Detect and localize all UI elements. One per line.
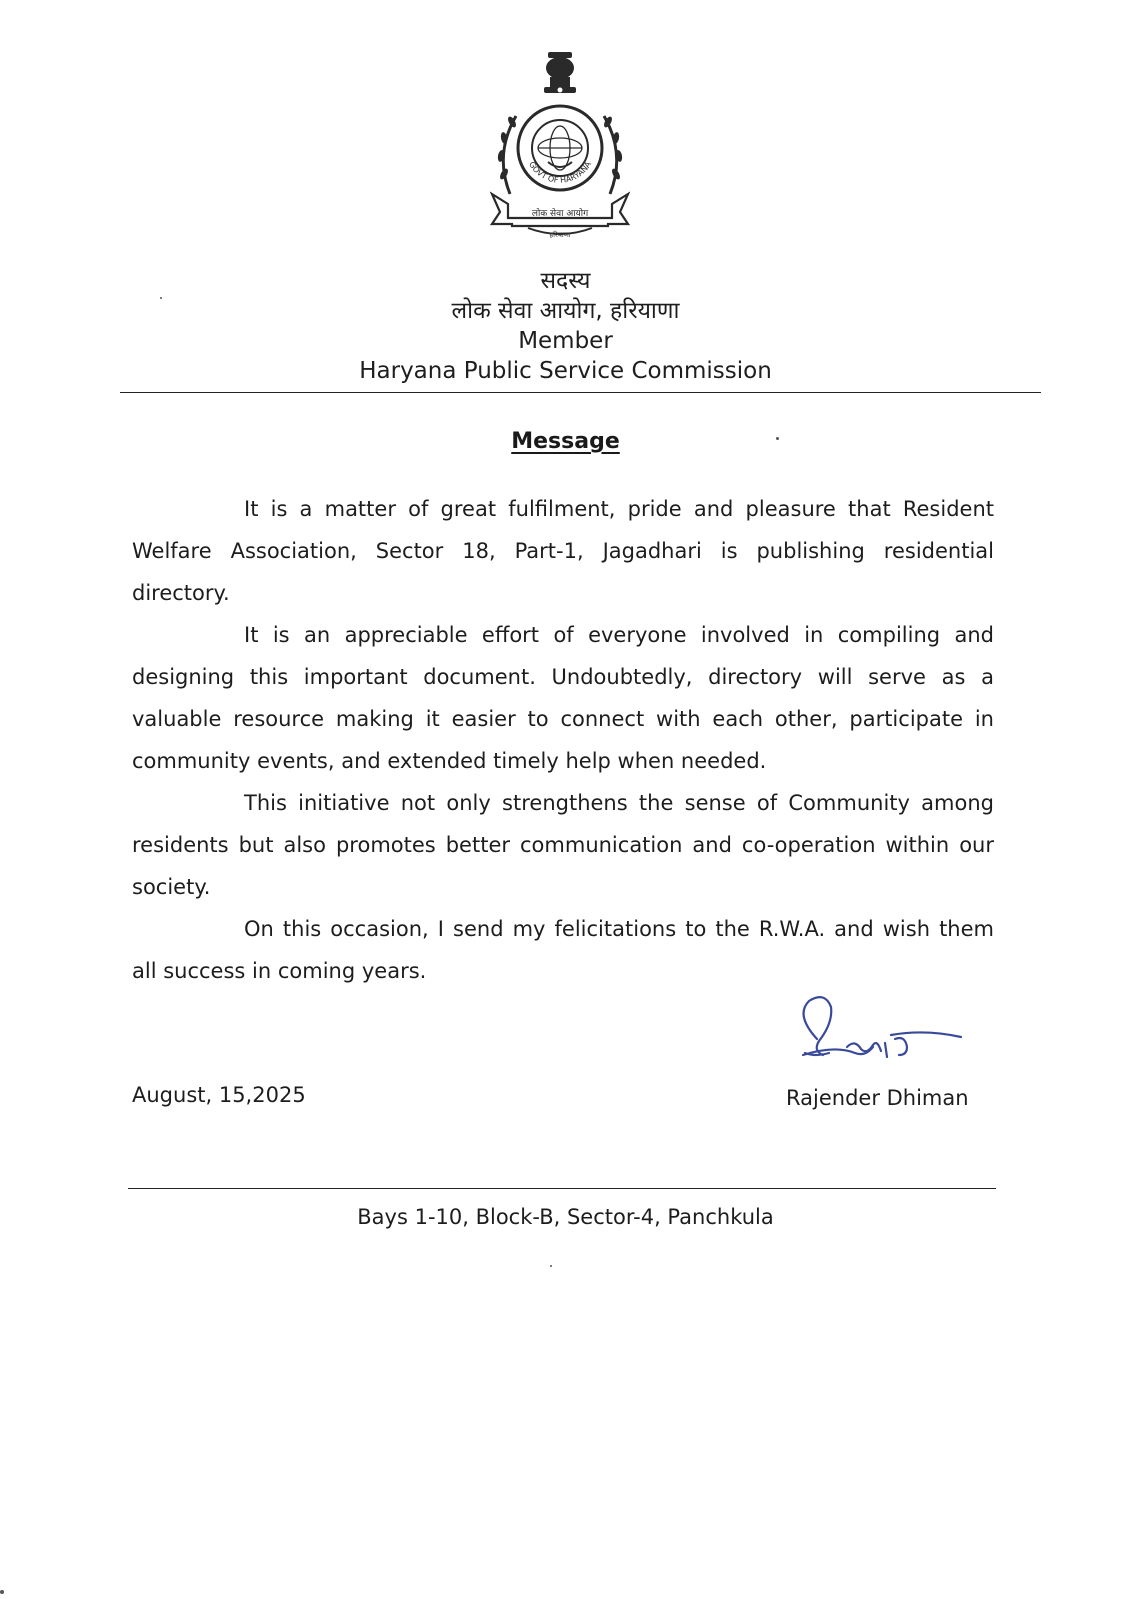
scan-speck [160, 297, 162, 299]
header-hindi-title: सदस्य [540, 268, 591, 294]
header-title: Member [518, 328, 613, 354]
message-paragraph: It is a matter of great fulfilment, pride and pleasure that Resident Welfare Association, Sector 18, Part-1, Jagadhari is publishing residential directory. [132, 497, 994, 605]
emblem-scroll-text: लोक सेवा आयोग [531, 209, 589, 219]
scan-speck [0, 1590, 4, 1594]
signature-image [795, 995, 965, 1085]
emblem-ring-text: GOVT OF HARYANA [527, 159, 593, 185]
signer-name: Rajender Dhiman [786, 1086, 969, 1110]
footer-divider [128, 1188, 996, 1189]
haryana-emblem [490, 44, 630, 244]
scan-speck [776, 437, 779, 440]
message-body [132, 488, 994, 992]
header-org: Haryana Public Service Commission [359, 358, 772, 384]
office-address: Bays 1-10, Block-B, Sector-4, Panchkula [357, 1205, 774, 1229]
header-hindi-org: लोक सेवा आयोग, हरियाणा [451, 298, 680, 324]
message-paragraph: On this occasion, I send my felicitations to the R.W.A. and wish them all success in coming years. [132, 917, 994, 983]
scan-speck [550, 1265, 552, 1267]
message-date: August, 15,2025 [132, 1083, 306, 1107]
header-divider [120, 392, 1041, 393]
message-heading: Message [511, 429, 620, 454]
message-paragraph: It is an appreciable effort of everyone involved in compiling and designing this important document. Undoubtedly, directory will serve as a valuable resource making it easier to connect with each other, participate in community events, and extended timely help when needed. [132, 623, 994, 773]
emblem-base-text: हरियाणा [549, 231, 571, 239]
message-paragraph: This initiative not only strengthens the sense of Community among residents but also promotes better communication and co-operation within our society. [132, 791, 994, 899]
